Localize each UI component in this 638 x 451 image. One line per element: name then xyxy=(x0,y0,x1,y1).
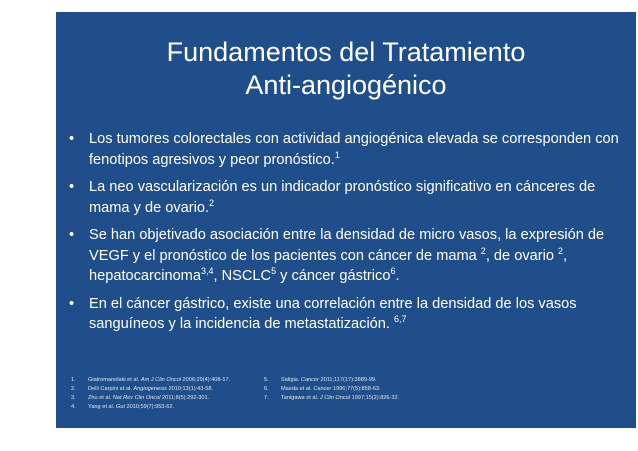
citation: 2 xyxy=(480,245,486,256)
reference-number: 2. xyxy=(71,386,76,392)
reference-authors: Giatromanolaki et al. xyxy=(88,377,141,383)
citation: 6 xyxy=(390,266,396,277)
citation: 3,4 xyxy=(200,266,214,277)
reference-item xyxy=(264,376,524,385)
bullet-text: , hepatocarcinoma xyxy=(89,247,568,284)
reference-item xyxy=(71,376,271,385)
bullet-text: . xyxy=(395,268,400,284)
bullet-dot: • xyxy=(69,179,75,195)
reference-authors: Maeda et al. xyxy=(281,386,314,392)
reference-citation: 2011;8(5):292-301. xyxy=(160,395,210,401)
reference-citation: 2010;13(1):43-58. xyxy=(166,386,214,392)
reference-journal: Nat Rev Clin Oncol xyxy=(112,395,161,401)
reference-item xyxy=(264,385,524,394)
title-line-1: Fundamentos del Tratamiento xyxy=(166,37,526,67)
reference-journal: Angiogenesis xyxy=(133,386,167,392)
reference-journal: Cancer xyxy=(300,377,319,383)
citation: 2 xyxy=(209,197,215,208)
reference-citation: 2010;59(7):953-62. xyxy=(124,404,175,410)
reference-journal: J Clin Oncol xyxy=(319,395,351,401)
slide-title xyxy=(56,36,636,102)
reference-number: 1. xyxy=(71,377,76,383)
bullet-dot: • xyxy=(69,295,75,312)
bullet-dot: • xyxy=(69,227,75,243)
reference-number: 5. xyxy=(264,377,269,383)
bullet-dot: • xyxy=(69,131,75,147)
citation: 2 xyxy=(558,245,564,256)
reference-journal: Gut xyxy=(115,404,125,410)
reference-item xyxy=(71,403,271,412)
reference-number: 6. xyxy=(264,386,269,392)
bullet-text: Se han objetivado asociación entre la densidad de micro vasos, la expresión de VEGF y el pronóstico de los pacientes con cáncer de mama xyxy=(89,227,605,264)
reference-journal: Am J Clin Oncol xyxy=(140,377,181,383)
reference-item xyxy=(71,385,271,394)
reference-authors: Saligia. xyxy=(281,377,301,383)
reference-item xyxy=(264,394,524,403)
reference-number: 7. xyxy=(264,395,269,401)
reference-journal: Cancer xyxy=(313,386,332,392)
citation: 5 xyxy=(271,266,277,277)
bullet-text: En el cáncer gástrico, existe una correlación entre la densidad de los vasos sanguíneos y la incidencia de metastatización. xyxy=(89,295,577,332)
reference-authors: Tanigawa et al. xyxy=(281,395,320,401)
reference-item xyxy=(71,394,271,403)
references-left xyxy=(71,376,271,412)
reference-number: 3. xyxy=(71,395,76,401)
bullet-item xyxy=(64,294,624,335)
slide xyxy=(56,12,636,428)
citation: 6,7 xyxy=(394,314,407,325)
references-right xyxy=(264,376,524,403)
reference-authors: Yang et al. xyxy=(88,404,116,410)
reference-authors: Delli Carpini et al. xyxy=(88,386,134,392)
bullet-list xyxy=(64,129,624,342)
reference-citation: 2006;29(4):408-17. xyxy=(180,377,231,383)
reference-citation: 1997;15(2):826-32. xyxy=(350,395,400,401)
title-line-2: Anti-angiogénico xyxy=(245,70,447,100)
bullet-text: , NSCLC xyxy=(213,268,272,284)
citation: 1 xyxy=(334,149,340,160)
bullet-text: La neo vascularización es un indicador pronóstico significativo en cánceres de mama y de ovario. xyxy=(89,179,596,216)
reference-number: 4. xyxy=(71,404,76,410)
bullet-text: y cáncer gástrico xyxy=(276,268,391,284)
bullet-item xyxy=(64,129,624,170)
reference-authors: Zhu et al. xyxy=(88,395,113,401)
bullet-item xyxy=(64,177,624,218)
reference-citation: 1996;77(5):858-63. xyxy=(331,386,381,392)
reference-citation: 2011;117(17):3889-99. xyxy=(318,377,377,383)
bullet-item xyxy=(64,225,624,287)
bullet-text: Los tumores colorectales con actividad angiogénica elevada se corresponden con fenotipos agresivos y peor pronóstico. xyxy=(89,131,619,168)
bullet-text: , de ovario xyxy=(485,247,559,264)
